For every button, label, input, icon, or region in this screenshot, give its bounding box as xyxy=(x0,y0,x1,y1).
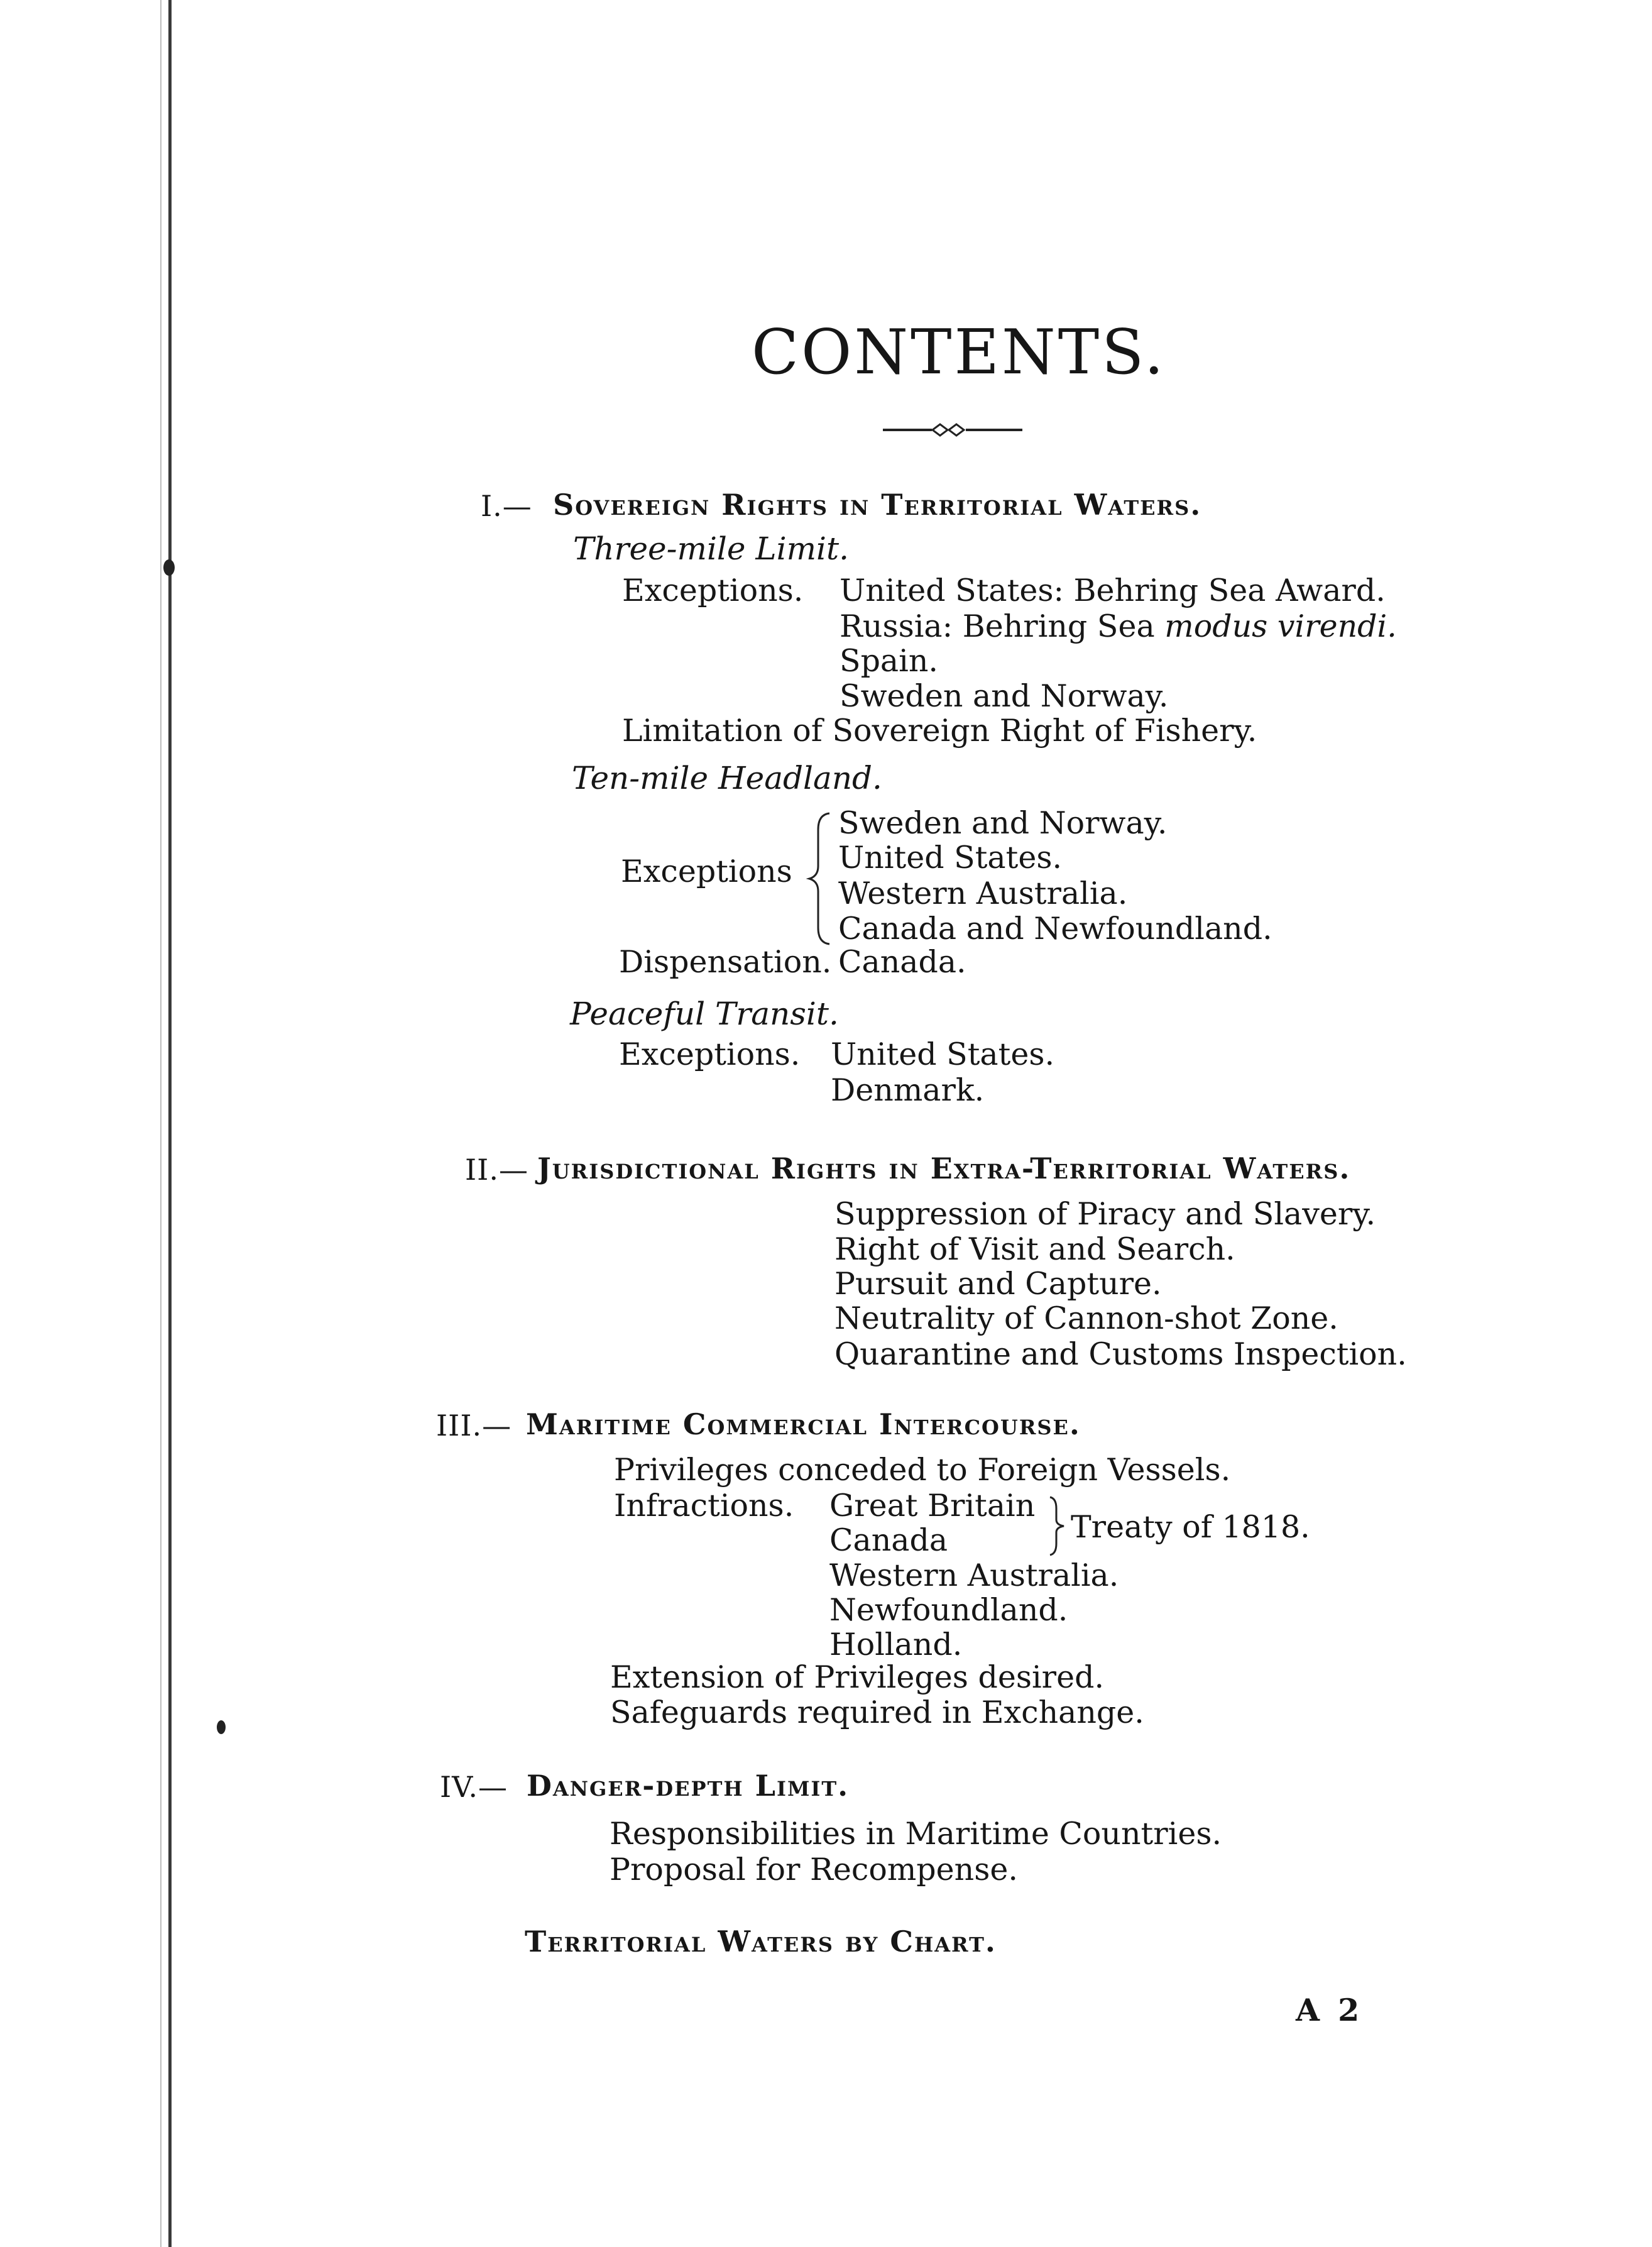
list-item: Sweden and Norway. xyxy=(838,805,1168,841)
stray-mark xyxy=(217,1720,226,1734)
section-numeral: IV.— xyxy=(440,1770,508,1804)
infractions-label: Infractions. xyxy=(614,1488,794,1524)
page-shadow xyxy=(160,0,161,2247)
list-item: Russia: Behring Sea modus virendi. xyxy=(840,608,1397,644)
right-brace xyxy=(1046,1495,1069,1558)
section-heading: Danger-depth Limit. xyxy=(527,1769,850,1803)
dispensation-value: Canada. xyxy=(838,944,966,980)
list-item: Denmark. xyxy=(831,1072,985,1108)
list-item: Canada xyxy=(829,1522,948,1558)
list-item: Holland. xyxy=(829,1627,963,1662)
list-item: Great Britain xyxy=(829,1488,1036,1524)
signature-mark: A 2 xyxy=(1296,1992,1364,2028)
list-item: Western Australia. xyxy=(829,1558,1119,1593)
section-heading: Jurisdictional Rights in Extra-Territorial Waters. xyxy=(537,1151,1351,1185)
list-item: Neutrality of Cannon-shot Zone. xyxy=(834,1300,1338,1336)
exceptions-label: Exceptions. xyxy=(619,1036,801,1072)
list-item: Spain. xyxy=(840,643,938,679)
section-heading: Maritime Commercial Intercourse. xyxy=(526,1407,1081,1441)
list-item: Suppression of Piracy and Slavery. xyxy=(834,1196,1376,1232)
list-item: Privileges conceded to Foreign Vessels. xyxy=(614,1452,1231,1488)
binding-edge xyxy=(168,0,172,2247)
list-item: Canada and Newfoundland. xyxy=(838,911,1272,947)
list-item: United States. xyxy=(838,840,1063,876)
list-item: Proposal for Recompense. xyxy=(610,1852,1018,1887)
closing-line: Territorial Waters by Chart. xyxy=(525,1925,997,1959)
subsection-title: Ten-mile Headland. xyxy=(572,760,882,796)
page-title: CONTENTS. xyxy=(752,317,1166,388)
section-numeral: III.— xyxy=(436,1409,512,1442)
dispensation-label: Dispensation. xyxy=(619,944,832,980)
treaty-label: Treaty of 1818. xyxy=(1071,1509,1310,1545)
list-item: Newfoundland. xyxy=(829,1592,1068,1628)
list-item: Sweden and Norway. xyxy=(840,678,1169,714)
italic-phrase: modus virendi. xyxy=(1164,608,1397,644)
list-item: Limitation of Sovereign Right of Fishery. xyxy=(622,713,1257,749)
list-item: Right of Visit and Search. xyxy=(834,1231,1235,1267)
section-numeral: I.— xyxy=(481,489,532,523)
list-item: Responsibilities in Maritime Countries. xyxy=(610,1816,1222,1852)
list-item: United States: Behring Sea Award. xyxy=(840,573,1386,608)
list-item: Western Australia. xyxy=(838,876,1128,911)
section-heading: Sovereign Rights in Territorial Waters. xyxy=(553,488,1202,522)
exceptions-label: Exceptions xyxy=(621,854,792,889)
subsection-title: Peaceful Transit. xyxy=(570,996,839,1032)
section-numeral: II.— xyxy=(465,1153,528,1187)
list-item: Pursuit and Capture. xyxy=(834,1266,1162,1302)
list-item: Safeguards required in Exchange. xyxy=(610,1695,1144,1730)
binding-mark xyxy=(163,559,175,576)
list-item: Extension of Privileges desired. xyxy=(610,1659,1105,1695)
subsection-title: Three-mile Limit. xyxy=(573,530,849,567)
exceptions-label: Exceptions. xyxy=(622,573,804,608)
left-brace xyxy=(806,811,833,947)
list-item: Quarantine and Customs Inspection. xyxy=(834,1336,1407,1372)
list-item: United States. xyxy=(831,1036,1055,1072)
